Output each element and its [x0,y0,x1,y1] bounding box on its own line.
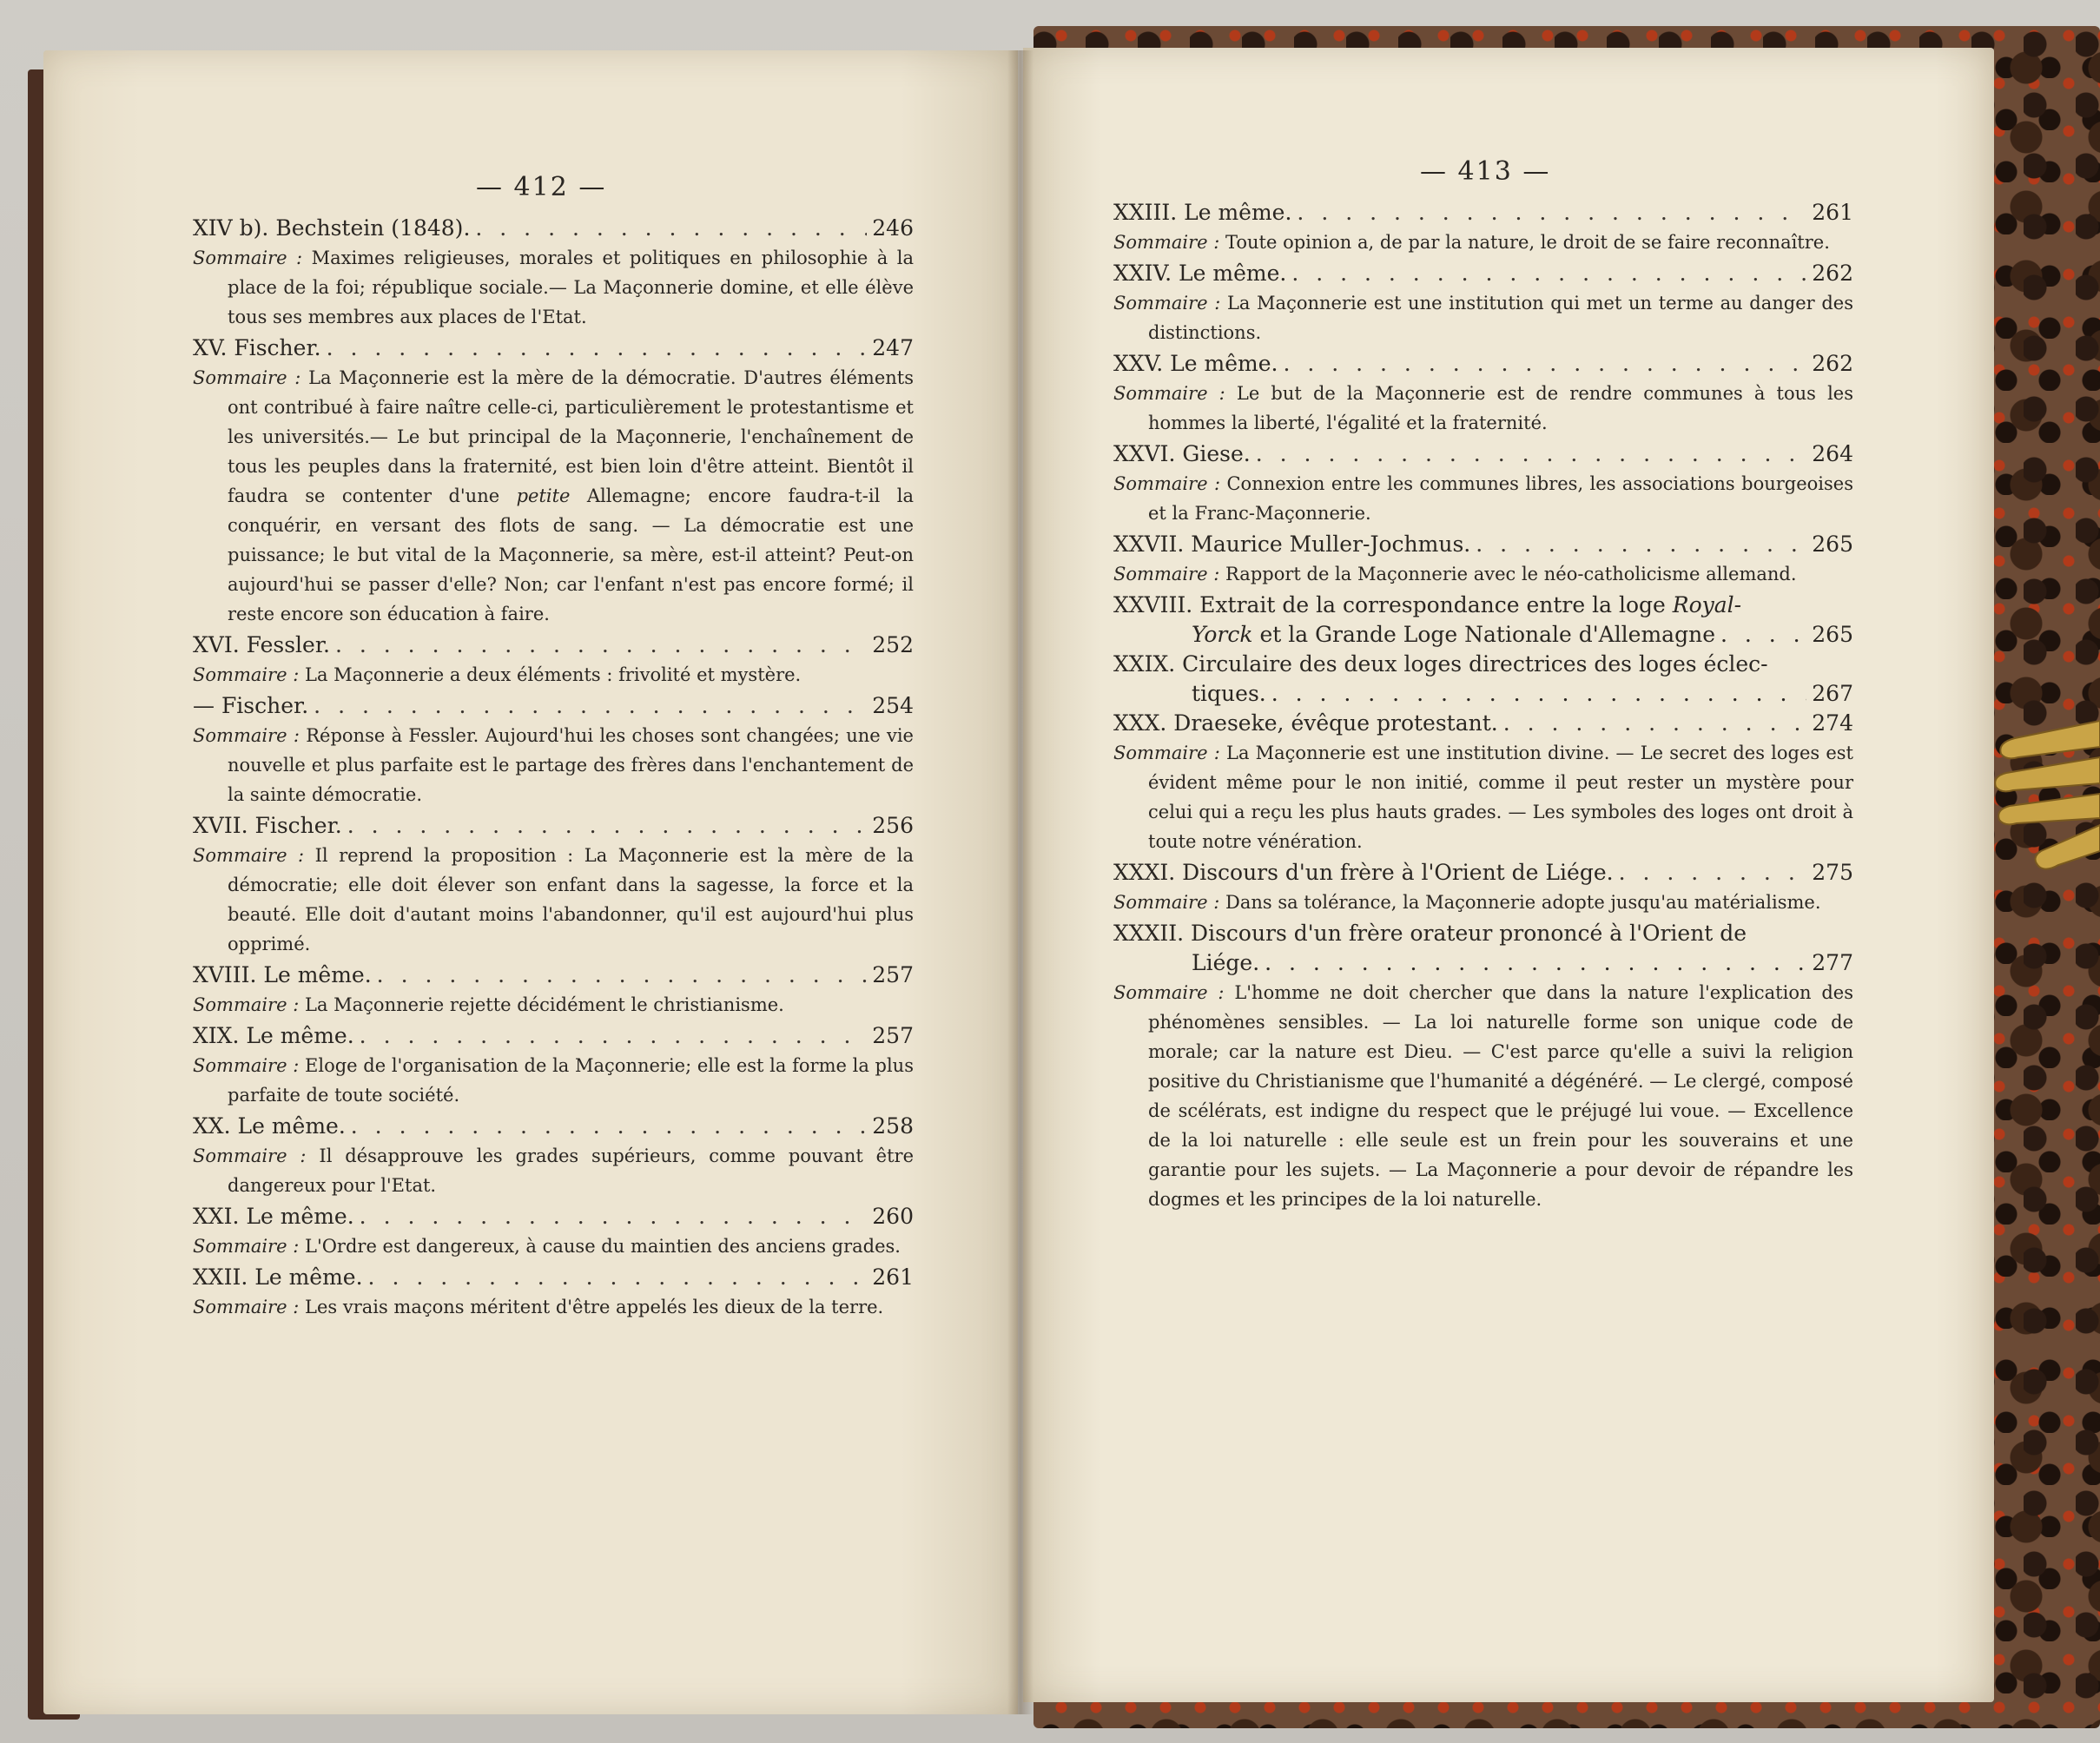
toc-entry-page: 257 [872,962,914,987]
toc-entry-title-2: tiques. [1192,681,1266,706]
summary-label: Sommaire : [1113,293,1221,314]
toc-entry-page: 260 [872,1204,914,1229]
toc-entry-title-line [1113,439,1853,469]
summary-text: Rapport de la Maçonnerie avec le néo-catholicisme allemand. [1225,564,1797,584]
toc-entry-title-italic-2: Yorck [1192,622,1253,647]
toc-entry-summary [193,1231,914,1261]
toc-entry-title-line [1113,919,1853,948]
summary-italic-word: petite [516,485,571,506]
toc-entry-summary [193,363,914,629]
summary-label: Sommaire : [1113,564,1220,584]
toc-entry-summary [193,721,914,809]
toc-entry-page: 264 [1812,441,1853,466]
leader-dots [1476,530,1806,559]
summary-label: Sommaire : [193,248,303,268]
summary-text: Maximes religieuses, morales et politiques en philosophie à la place de la foi; république sociale.— La Maçonnerie domine, et elle élève tous ses membres aux places de l'Etat. [228,248,914,327]
summary-label: Sommaire : [1113,383,1225,404]
summary-text: Le but de la Maçonnerie est de rendre communes à tous les hommes la liberté, l'égalité et la fraternité. [1148,383,1853,433]
toc-entry-page: 246 [872,215,914,241]
toc-entry-title: XXXI. Discours d'un frère à l'Orient de Liége. [1113,860,1614,885]
summary-label: Sommaire : [193,845,305,866]
leader-dots [1503,709,1807,738]
toc-entry-title: XXVI. Giese. [1113,441,1251,466]
summary-text: La Maçonnerie est une institution divine. — Le secret des loges est évident même pour le non initié, comme il peut rester un mystère pour celui qui a reçu les plus hauts grades. — Les symboles des loges ont droit à toute notre vénération. [1148,743,1853,852]
toc-entry-title-2: et la Grande Loge Nationale d'Allemagne [1259,622,1715,647]
leader-dots [314,691,867,721]
toc-entry-summary [1113,228,1853,257]
toc-entry-title: XXII. Le même. [193,1264,363,1290]
toc-entry-summary [193,1051,914,1110]
toc-entry-page: 257 [872,1023,914,1048]
leader-dots [1720,620,1806,650]
toc-entry-title-line [1113,858,1853,888]
toc-entry-title-line [193,691,914,721]
toc-entry-summary [193,243,914,332]
toc-entry-summary [1113,738,1853,856]
leader-dots [368,1263,868,1292]
toc-entry-title-line [1113,709,1853,738]
toc-entry-summary [1113,469,1853,528]
summary-text-end: Allemagne; encore faudra-t-il la conquérir, en versant des flots de sang. — La démocratie est une puissance; le but vital de la Maçonnerie, sa mère, est-il atteint? Peut-on aujourd'hui se passer d'elle? Non; car l'enfant n'est pas encore formé; il reste encore son éducation à faire. [228,485,914,624]
leader-dots [335,631,867,660]
summary-text: La Maçonnerie est une institution qui met un terme au danger des distinctions. [1148,293,1853,343]
toc-entry-summary [193,841,914,959]
toc-entry-page: 275 [1812,860,1853,885]
toc-entry-summary [1113,379,1853,438]
summary-text: La Maçonnerie a deux éléments : frivolité et mystère. [305,664,802,685]
summary-text: La Maçonnerie rejette décidément le christianisme. [305,994,784,1015]
summary-text: Dans sa tolérance, la Maçonnerie adopte jusqu'au matérialisme. [1225,892,1821,913]
toc-entry-title-continuation [1113,620,1853,650]
leader-dots [327,333,868,363]
toc-entry-title: XXX. Draeseke, évêque protestant. [1113,710,1498,736]
brass-clasp-icon [1989,703,2100,877]
toc-entry-page: 258 [872,1113,914,1139]
toc-entry-title: XXI. Le même. [193,1204,354,1229]
toc-entry-summary [193,1292,914,1322]
leader-dots [377,961,868,990]
toc-entry-title-line [1113,591,1853,620]
leader-dots [360,1202,868,1231]
toc-entry-title: XXIII. Le même. [1113,200,1292,225]
toc-entry-page: 256 [872,813,914,838]
toc-entry-page: 277 [1812,950,1853,975]
leader-dots [347,811,868,841]
toc-entry-summary [1113,288,1853,347]
summary-text: Toute opinion a, de par la nature, le droit de se faire reconnaître. [1225,232,1830,253]
toc-entry-page: 265 [1812,531,1853,557]
summary-text: Il reprend la proposition : La Maçonnerie est la mère de la démocratie; elle doit élever son enfant dans la sagesse, la force et la beauté. Elle doit d'autant moins l'abandonner, qu'il est aujourd'hui plus opprimé. [228,845,915,954]
toc-entry-title-line [193,961,914,990]
toc-entry-title-continuation [1113,679,1853,709]
toc-entry-title: XIV b). Bechstein (1848). [193,215,471,241]
toc-entry-summary [193,990,914,1020]
toc-entry-title-line [193,811,914,841]
toc-entry-summary [193,1141,914,1200]
toc-entry-summary [1113,559,1853,589]
toc-entry-title-line [1113,650,1853,679]
toc-entry-page: 267 [1812,681,1853,706]
leader-dots [1291,259,1806,288]
toc-entry-title: XIX. Le même. [193,1023,354,1048]
summary-label: Sommaire : [1113,473,1221,494]
summary-label: Sommaire : [1113,743,1220,763]
summary-text: Connexion entre les communes libres, les associations bourgeoises et la Franc-Maçonnerie. [1148,473,1853,524]
summary-text: La Maçonnerie est la mère de la démocratie. D'autres éléments ont contribué à faire naître celle-ci, particulièrement le protestantisme et les universités.— Le but principal de la Maçonnerie, l'enchaînement de tous les peuples dans la fraternité, est bien loin d'être atteint. Bientôt il faudra se contenter d'une [228,367,915,506]
toc-entry-page: 252 [872,632,914,657]
toc-entry-title-2: Liége. [1192,950,1260,975]
toc-entry-title-line [1113,349,1853,379]
toc-entry-title-italic: Royal- [1672,592,1742,617]
toc-entry-title-line [193,333,914,363]
toc-entry-title-line [1113,198,1853,228]
toc-entry-page: 261 [1812,200,1853,225]
toc-entry-title-line [193,631,914,660]
leader-dots [1619,858,1807,888]
toc-entry-summary [1113,978,1853,1214]
toc-entry-title: XXVII. Maurice Muller-Jochmus. [1113,531,1471,557]
toc-entry-title-line [193,1263,914,1292]
summary-label: Sommaire : [1113,232,1220,253]
toc-entry-summary [1113,888,1853,917]
toc-entry-page: 262 [1812,351,1853,376]
summary-label: Sommaire : [1113,982,1225,1003]
toc-entry-summary [193,660,914,690]
leader-dots [475,214,867,243]
toc-entry-title: XVIII. Le même. [193,962,372,987]
summary-label: Sommaire : [193,1297,300,1317]
book-gutter [1007,50,1033,1714]
leader-dots [1265,948,1806,978]
toc-entry-title: XX. Le même. [193,1113,346,1139]
toc-entry-page: 262 [1812,261,1853,286]
toc-entry-title-line [193,1021,914,1051]
summary-label: Sommaire : [193,725,300,746]
toc-entry-title: XVII. Fischer. [193,813,342,838]
toc-entry-title: XXV. Le même. [1113,351,1278,376]
toc-entry-title: XXIX. Circulaire des deux loges directrices des loges éclec- [1113,651,1768,677]
toc-entry-title: — Fischer. [193,693,309,718]
summary-label: Sommaire : [193,994,300,1015]
summary-text: Les vrais maçons méritent d'être appelés les dieux de la terre. [305,1297,884,1317]
summary-label: Sommaire : [193,664,300,685]
toc-entry-title: XXVIII. Extrait de la correspondance entre la loge [1113,592,1666,617]
toc-entry-title-line [193,1112,914,1141]
leader-dots [1297,198,1806,228]
summary-label: Sommaire : [1113,892,1220,913]
summary-label: Sommaire : [193,1145,307,1166]
summary-text: Il désapprouve les grades supérieurs, comme pouvant être dangereux pour l'Etat. [228,1145,914,1196]
toc-entry-title: XXXII. Discours d'un frère orateur prononcé à l'Orient de [1113,921,1747,946]
toc-entry-title-line [193,1202,914,1231]
leader-dots [1271,679,1807,709]
left-page-number: — 412 — [476,172,607,202]
toc-entry-title-continuation [1113,948,1853,978]
summary-text: L'Ordre est dangereux, à cause du maintien des anciens grades. [305,1236,901,1257]
summary-label: Sommaire : [193,1236,300,1257]
toc-entry-title-line [1113,530,1853,559]
toc-entry-page: 265 [1812,622,1853,647]
leader-dots [351,1112,868,1141]
leader-dots [1283,349,1806,379]
toc-entry-title-line [193,214,914,243]
toc-entry-title: XXIV. Le même. [1113,261,1287,286]
right-toc-column [1113,198,1853,1216]
toc-entry-page: 254 [872,693,914,718]
right-page-number: — 413 — [1420,156,1551,187]
toc-entry-title: XV. Fischer. [193,335,321,360]
left-toc-column [193,214,914,1324]
toc-entry-page: 274 [1812,710,1853,736]
toc-entry-page: 261 [872,1264,914,1290]
leader-dots [1256,439,1807,469]
summary-text: Eloge de l'organisation de la Maçonnerie; elle est la forme la plus parfaite de toute société. [228,1055,914,1106]
summary-text: L'homme ne doit chercher que dans la nature l'explication des phénomènes sensibles. — La loi naturelle forme son unique code de morale; car la nature est Dieu. — C'est parce qu'elle a suivi la religion positive du Christianisme que l'humanité a dégénéré. — Le clergé, composé de scélérats, est indigne du respect que le préjugé lui voue. — Excellence de la loi naturelle : elle seule est un frein pour les souverains et une garantie pour les sujets. — La Maçonnerie a pour devoir de répandre les dogmes et les principes de la loi naturelle. [1148,982,1853,1210]
leader-dots [360,1021,868,1051]
summary-label: Sommaire : [193,367,301,388]
summary-label: Sommaire : [193,1055,300,1076]
toc-entry-title-line [1113,259,1853,288]
summary-text: Réponse à Fessler. Aujourd'hui les choses sont changées; une vie nouvelle et plus parfaite est le partage des frères dans l'enchantement de la sainte démocratie. [228,725,914,805]
toc-entry-page: 247 [872,335,914,360]
toc-entry-title: XVI. Fessler. [193,632,330,657]
